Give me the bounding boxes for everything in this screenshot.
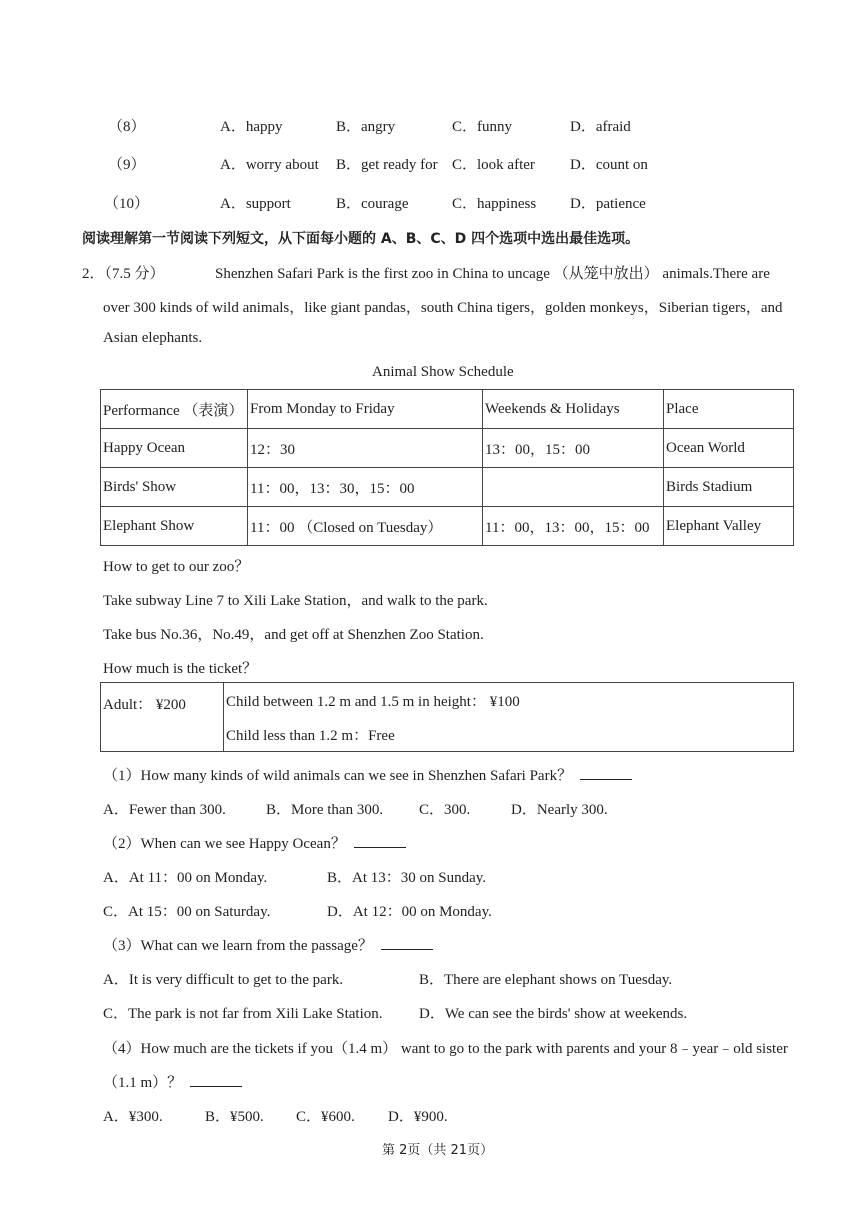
option-b: B．get ready for: [336, 157, 438, 173]
table-header: Performance （表演）: [101, 390, 248, 429]
option-b: B．angry: [336, 119, 396, 135]
subquestion-4-option-d: D．¥900.: [388, 1109, 448, 1125]
option-b: B．courage: [336, 196, 409, 212]
option-d: D．count on: [570, 157, 648, 173]
table-row: [101, 429, 794, 468]
option-number: （9）: [108, 157, 146, 173]
option-c: C．funny: [452, 119, 513, 135]
subquestion-4-option-c: C．¥600.: [296, 1109, 355, 1125]
option-d: D．afraid: [570, 119, 631, 135]
intro-line-3: Asian elephants.: [103, 330, 203, 346]
adult-price: Adult： ¥200: [101, 683, 224, 752]
table-cell: Birds' Show: [101, 468, 248, 507]
option-c: C．happiness: [452, 196, 537, 212]
ticket-question: How much is the ticket？: [103, 661, 258, 677]
table-header: Place: [664, 390, 794, 429]
child-price-2: Child less than 1.2 m：Free: [224, 717, 794, 752]
option-d: D．patience: [570, 196, 646, 212]
subquestion-2-option-b: B．At 13：30 on Sunday.: [327, 870, 487, 886]
answer-blank: [381, 937, 433, 950]
subquestion-1-option-c: C．300.: [419, 802, 471, 818]
schedule-table: [100, 389, 794, 546]
section-heading: 阅读理解第一节阅读下列短文，从下面每小题的 A、B、C、D 四个选项中选出最佳选项。: [82, 231, 640, 247]
subquestion-3-option-c: C．The park is not far from Xili Lake Station.: [103, 1006, 383, 1022]
subquestion-2-option-d: D．At 12：00 on Monday.: [327, 904, 492, 920]
option-a: A．worry about: [220, 157, 319, 173]
subquestion-4-stem-line-2: （1.1 m）？: [103, 1071, 242, 1092]
table-cell: Elephant Valley: [664, 507, 794, 546]
subquestion-3-option-b: B．There are elephant shows on Tuesday.: [419, 972, 673, 988]
subquestion-3-option-d: D．We can see the birds' show at weekends.: [419, 1006, 688, 1022]
table-row: [101, 507, 794, 546]
table-cell: [483, 468, 664, 507]
subquestion-2-option-a: A．At 11：00 on Monday.: [103, 870, 268, 886]
subquestion-1-stem: （1）How many kinds of wild animals can we see in Shenzhen Safari Park？: [103, 764, 632, 785]
table-cell: 11：00，13：30，15：00: [248, 468, 483, 507]
option-number: （8）: [108, 119, 146, 135]
table-header: Weekends & Holidays: [483, 390, 664, 429]
subquestion-2-option-c: C．At 15：00 on Saturday.: [103, 904, 271, 920]
ticket-table: [100, 682, 794, 752]
table-cell: Elephant Show: [101, 507, 248, 546]
intro-line-1: Shenzhen Safari Park is the first zoo in China to uncage （从笼中放出） animals.There are: [215, 266, 770, 282]
question-number: 2．（7.5 分）: [82, 266, 165, 282]
child-price-1: Child between 1.2 m and 1.5 m in height： ¥100: [224, 683, 794, 718]
table-cell: 12：30: [248, 429, 483, 468]
page-footer: 第 2页（共 21页）: [382, 1143, 494, 1158]
table-row: [101, 683, 794, 718]
answer-blank: [190, 1074, 242, 1087]
subquestion-4-stem-line-1: （4）How much are the tickets if you（1.4 m） want to go to the park with parents and your 8﹣year﹣old sister: [103, 1041, 788, 1057]
directions-question: How to get to our zoo？: [103, 559, 250, 575]
table-cell: 13：00，15：00: [483, 429, 664, 468]
intro-line-2: over 300 kinds of wild animals，like giant pandas，south China tigers，golden monkeys，Siberian tigers，and: [103, 300, 783, 316]
table-cell: Happy Ocean: [101, 429, 248, 468]
subquestion-1-option-b: B．More than 300.: [266, 802, 384, 818]
option-a: A．support: [220, 196, 291, 212]
table-cell: 11：00，13：00，15：00: [483, 507, 664, 546]
option-c: C．look after: [452, 157, 535, 173]
subquestion-3-option-a: A．It is very difficult to get to the park.: [103, 972, 344, 988]
subquestion-1-option-d: D．Nearly 300.: [511, 802, 608, 818]
option-a: A．happy: [220, 119, 283, 135]
subquestion-3-stem: （3）What can we learn from the passage？: [103, 934, 433, 955]
table-header: From Monday to Friday: [248, 390, 483, 429]
table-cell: Ocean World: [664, 429, 794, 468]
table-row: [101, 390, 794, 429]
subquestion-1-option-a: A．Fewer than 300.: [103, 802, 226, 818]
table-cell: Birds Stadium: [664, 468, 794, 507]
answer-blank: [354, 835, 406, 848]
table-row: [101, 468, 794, 507]
directions-line-2: Take bus No.36，No.49，and get off at Shenzhen Zoo Station.: [103, 627, 484, 643]
answer-blank: [580, 767, 632, 780]
subquestion-2-stem: （2）When can we see Happy Ocean？: [103, 832, 406, 853]
schedule-title: Animal Show Schedule: [372, 364, 514, 380]
option-number: （10）: [104, 196, 150, 212]
table-cell: 11：00 （Closed on Tuesday）: [248, 507, 483, 546]
subquestion-4-option-b: B．¥500.: [205, 1109, 264, 1125]
subquestion-4-option-a: A．¥300.: [103, 1109, 163, 1125]
directions-line-1: Take subway Line 7 to Xili Lake Station，and walk to the park.: [103, 593, 488, 609]
